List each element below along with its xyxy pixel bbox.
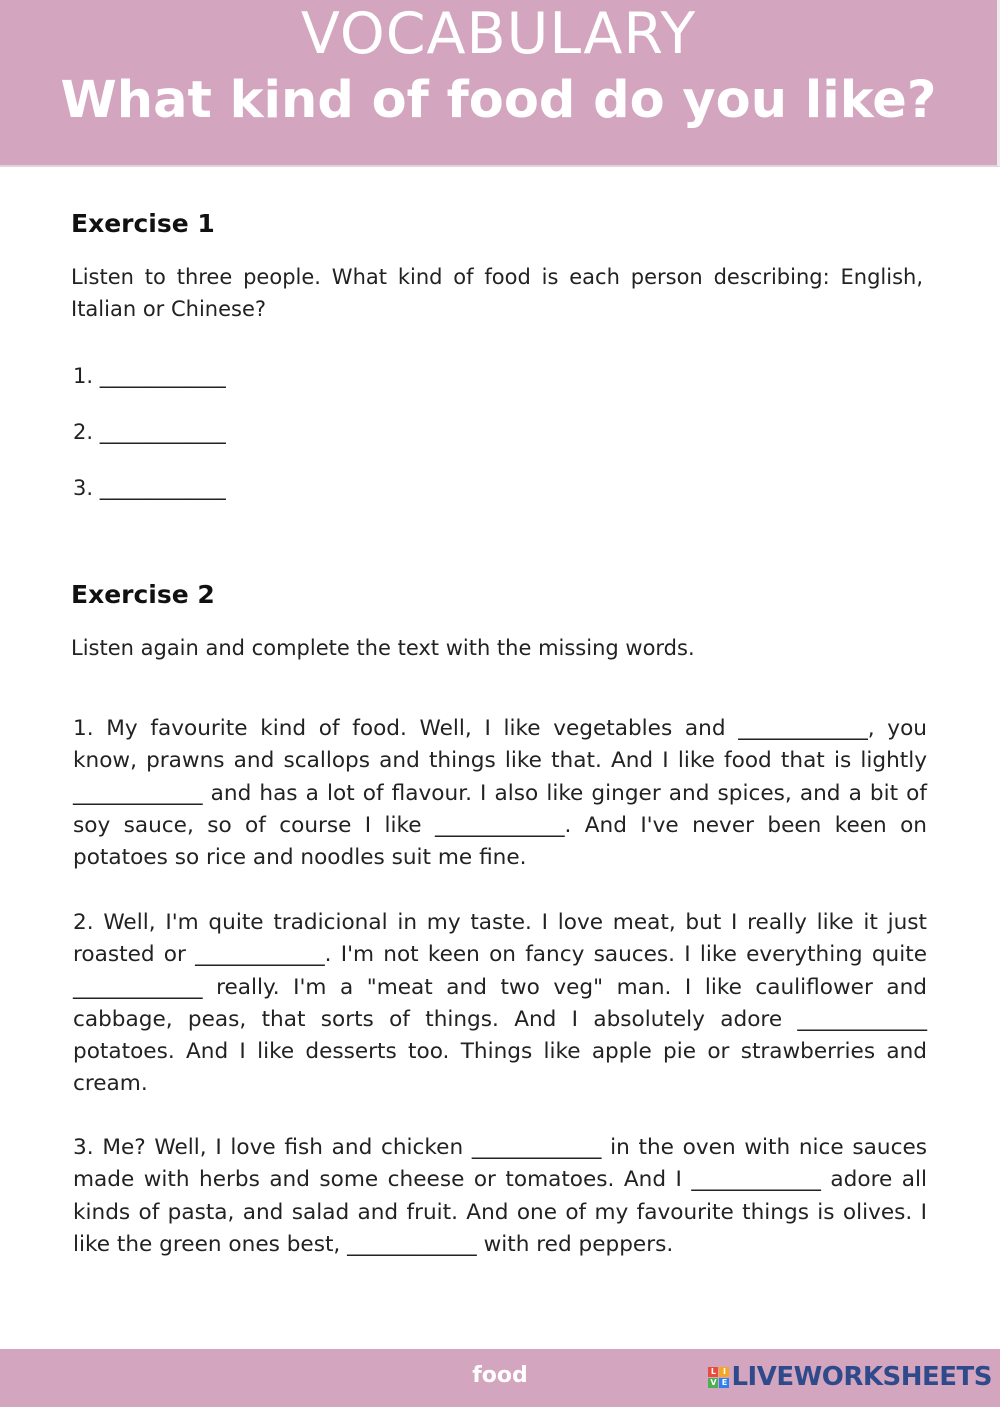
exercise-2-heading: Exercise 2 (71, 580, 215, 609)
logo-letter-i: I (719, 1367, 729, 1377)
logo-letter-v: V (710, 1377, 717, 1387)
logo-letter-l: L (708, 1367, 718, 1377)
page-footer (0, 1349, 1000, 1407)
answer-line-2[interactable]: 2. ____________ (73, 420, 226, 444)
page-title: What kind of food do you like? (60, 71, 937, 130)
exercise-1-instruction: Listen to three people. What kind of food is each person describing: English, Italian or Chinese? (71, 265, 923, 321)
exercise-2-instruction: Listen again and complete the text with the missing words. (71, 636, 695, 660)
liveworksheets-logo-icon (708, 1367, 729, 1388)
footer-topic: food (472, 1363, 528, 1388)
exercise-1-heading: Exercise 1 (71, 209, 215, 238)
answer-line-3[interactable]: 3. ____________ (73, 476, 226, 500)
gap-fill-paragraph-2[interactable]: 2. Well, I'm quite tradicional in my taste. I love meat, but I really like it just roasted or ____________. I'm not keen on fancy sauces. I like everything quite ____________ really. I'm a "meat and two veg" man. I like cauliflower and cabbage, peas, that sorts of things. And I absolutely adore ____________ potatoes. And I like desserts too. Things like apple pie or strawberries and cream. (73, 910, 927, 1097)
gap-fill-paragraph-3[interactable]: 3. Me? Well, I love fish and chicken ____________ in the oven with nice sauces made with herbs and some cheese or tomatoes. And I ____________ adore all kinds of pasta, and salad and fruit. And one of my favourite things is olives. I like the green ones best, ____________ with red peppers. (73, 1135, 927, 1257)
gap-fill-paragraph-1[interactable]: 1. My favourite kind of food. Well, I like vegetables and ____________, you know, prawns and scallops and things like that. And I like food that is lightly ____________ and has a lot of flavour. I also like ginger and spices, and a bit of soy sauce, so of course I like ____________. And I've never been keen on potatoes so rice and noodles suit me fine. (73, 716, 927, 871)
answer-line-1[interactable]: 1. ____________ (73, 364, 226, 388)
header-kicker: VOCABULARY (300, 1, 697, 67)
page-header (0, 0, 1000, 167)
brand-wordmark: LIVEWORKSHEETS (731, 1362, 992, 1392)
liveworksheets-brand[interactable] (708, 1361, 992, 1393)
logo-letter-e: E (719, 1378, 729, 1388)
